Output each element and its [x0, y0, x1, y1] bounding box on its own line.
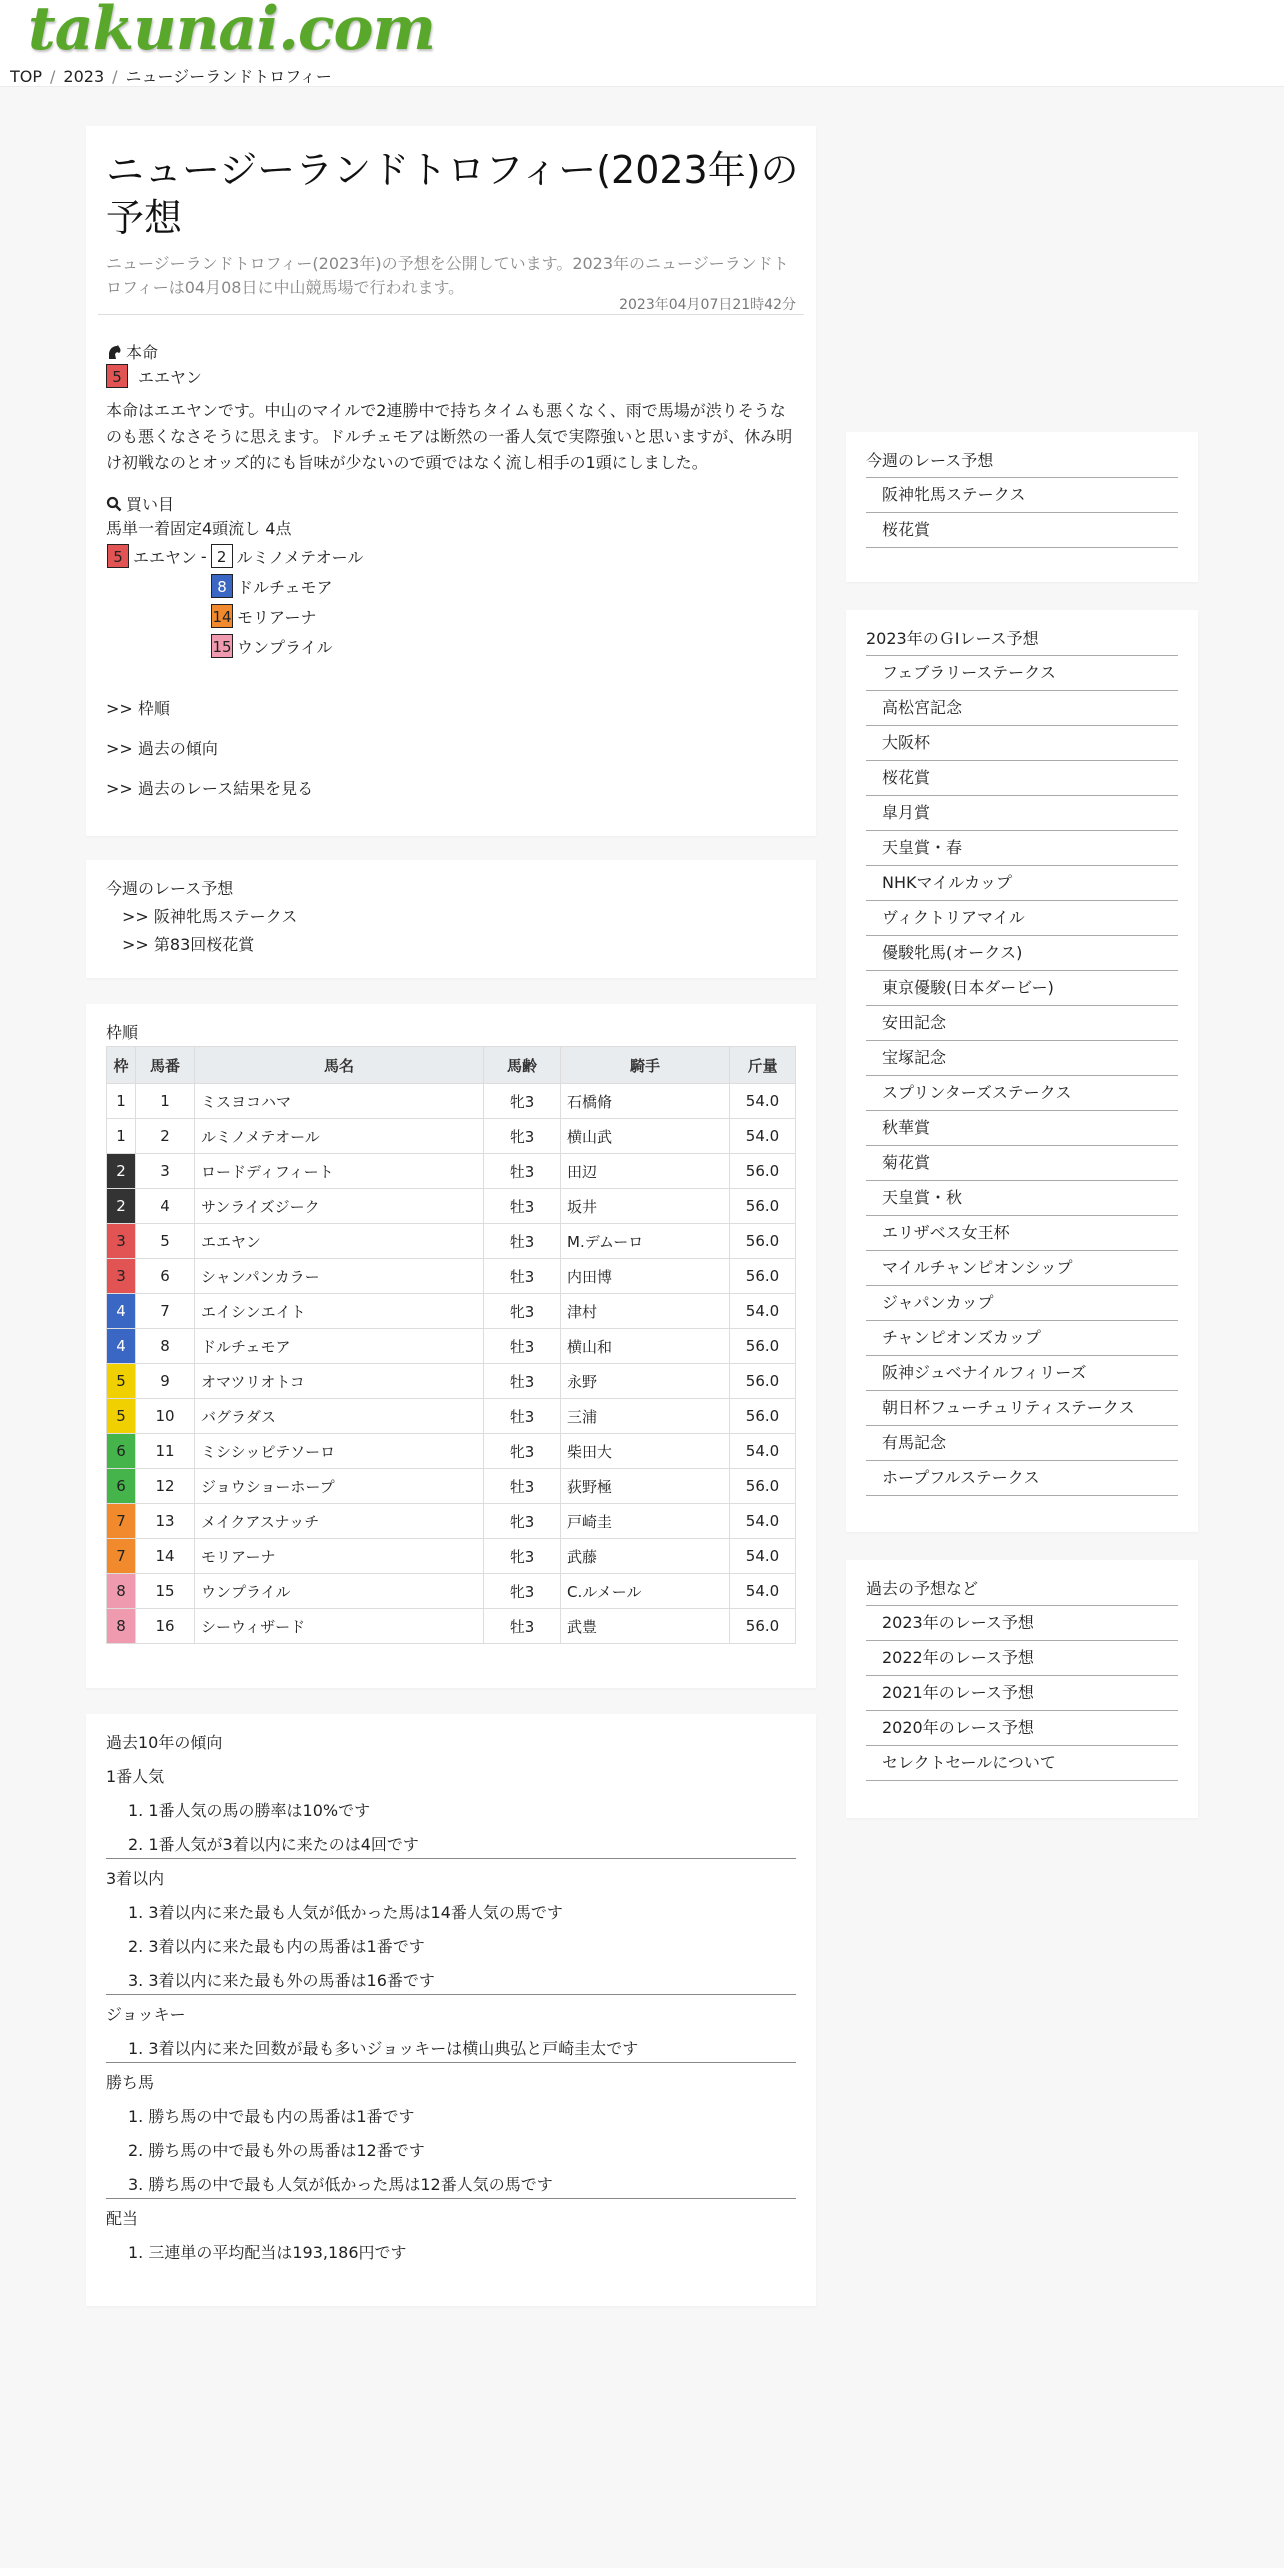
- table-row: [107, 1119, 796, 1154]
- cell-age: 牡3: [484, 1259, 561, 1294]
- cell-horse-name: ジョウショーホープ: [195, 1469, 484, 1504]
- cell-waku: 2: [107, 1154, 136, 1189]
- waku-badge: 2: [211, 544, 233, 568]
- cell-jockey: 三浦: [561, 1399, 730, 1434]
- cell-waku: 5: [107, 1399, 136, 1434]
- sidebar-item[interactable]: 天皇賞・秋: [866, 1181, 1178, 1216]
- cell-age: 牝3: [484, 1504, 561, 1539]
- sidebar-item[interactable]: NHKマイルカップ: [866, 866, 1178, 901]
- cell-age: 牡3: [484, 1399, 561, 1434]
- trend-category: 1番人気: [106, 1767, 165, 1786]
- sidebar-item[interactable]: 2023年のレース予想: [866, 1606, 1178, 1641]
- col-umaban: 馬番: [136, 1047, 195, 1084]
- sidebar-item[interactable]: 菊花賞: [866, 1146, 1178, 1181]
- bet-type: 馬単一着固定4頭流し 4点: [106, 519, 292, 538]
- waku-badge: 14: [211, 604, 233, 628]
- sidebar-item[interactable]: 有馬記念: [866, 1426, 1178, 1461]
- bet-partner-name: ウンプライル: [237, 637, 333, 657]
- sidebar-item[interactable]: セレクトセールについて: [866, 1746, 1178, 1781]
- table-row: [107, 1539, 796, 1574]
- cell-waku: 3: [107, 1224, 136, 1259]
- col-age: 馬齢: [484, 1047, 561, 1084]
- sidebar-past-list: [866, 1606, 1178, 1781]
- sidebar-item[interactable]: 桜花賞: [866, 761, 1178, 796]
- sidebar-item[interactable]: スプリンターズステークス: [866, 1076, 1178, 1111]
- cell-age: 牝3: [484, 1539, 561, 1574]
- kaime-heading: [106, 492, 174, 515]
- trend-item: 1. 三連単の平均配当は193,186円です: [128, 2243, 407, 2262]
- sidebar-weekly-title: 今週のレース予想: [866, 448, 1178, 478]
- cell-umaban: 4: [136, 1189, 195, 1224]
- site-header: [0, 0, 1284, 87]
- cell-weight: 56.0: [730, 1259, 796, 1294]
- sidebar-item[interactable]: 高松宮記念: [866, 691, 1178, 726]
- sidebar-g1-card: [846, 610, 1198, 1532]
- sidebar-item[interactable]: 2022年のレース予想: [866, 1641, 1178, 1676]
- trend-item: 2. 1番人気が3着以内に来たのは4回です: [128, 1835, 419, 1854]
- trend-item: 1. 3着以内に来た最も人気が低かった馬は14番人気の馬です: [128, 1903, 563, 1922]
- cell-waku: 6: [107, 1469, 136, 1504]
- sidebar-item[interactable]: 秋華賞: [866, 1111, 1178, 1146]
- cell-age: 牝3: [484, 1294, 561, 1329]
- cell-age: 牝3: [484, 1084, 561, 1119]
- breadcrumb: TOP / 2023 / ニュージーランドトロフィー: [10, 67, 332, 86]
- cell-age: 牝3: [484, 1574, 561, 1609]
- table-row: [107, 1084, 796, 1119]
- cell-umaban: 2: [136, 1119, 195, 1154]
- table-row: [107, 1224, 796, 1259]
- cell-umaban: 16: [136, 1609, 195, 1644]
- cell-waku: 8: [107, 1609, 136, 1644]
- cell-horse-name: エエヤン: [195, 1224, 484, 1259]
- table-row: [107, 1434, 796, 1469]
- weekly-link[interactable]: >> 第83回桜花賞: [122, 935, 255, 954]
- cell-waku: 3: [107, 1259, 136, 1294]
- divider: [106, 1858, 796, 1859]
- sidebar-weekly-card: [846, 432, 1198, 582]
- cell-umaban: 5: [136, 1224, 195, 1259]
- cell-horse-name: メイクアスナッチ: [195, 1504, 484, 1539]
- trend-item: 1. 3着以内に来た回数が最も多いジョッキーは横山典弘と戸崎圭太です: [128, 2039, 639, 2058]
- cell-waku: 1: [107, 1119, 136, 1154]
- prediction-card: [86, 126, 816, 836]
- cell-horse-name: ウンプライル: [195, 1574, 484, 1609]
- cell-horse-name: エイシンエイト: [195, 1294, 484, 1329]
- cell-weight: 56.0: [730, 1364, 796, 1399]
- honmei-label: 本命: [126, 343, 159, 362]
- breadcrumb-current: ニュージーランドトロフィー: [125, 67, 332, 86]
- entries-body: [107, 1084, 796, 1644]
- link-trends[interactable]: >> 過去の傾向: [106, 739, 218, 758]
- cell-waku: 5: [107, 1364, 136, 1399]
- cell-umaban: 6: [136, 1259, 195, 1294]
- cell-weight: 54.0: [730, 1119, 796, 1154]
- site-logo[interactable]: takunai.com: [28, 0, 436, 64]
- cell-waku: 2: [107, 1189, 136, 1224]
- sidebar-past-card: [846, 1560, 1198, 1818]
- trend-category: 勝ち馬: [106, 2073, 155, 2092]
- weekly-title: 今週のレース予想: [106, 879, 234, 898]
- cell-horse-name: シーウィザード: [195, 1609, 484, 1644]
- waku-badge: 15: [211, 634, 233, 658]
- table-row: [107, 1364, 796, 1399]
- cell-umaban: 13: [136, 1504, 195, 1539]
- table-row: [107, 1189, 796, 1224]
- cell-waku: 7: [107, 1539, 136, 1574]
- bet-partner-name: モリアーナ: [237, 607, 317, 627]
- cell-waku: 4: [107, 1294, 136, 1329]
- cell-umaban: 15: [136, 1574, 195, 1609]
- cell-age: 牡3: [484, 1224, 561, 1259]
- trend-item: 3. 勝ち馬の中で最も人気が低かった馬は12番人気の馬です: [128, 2175, 553, 2194]
- col-waku: 枠: [107, 1047, 136, 1084]
- table-row: [107, 1399, 796, 1434]
- trend-item: 3. 3着以内に来た最も外の馬番は16番です: [128, 1971, 435, 1990]
- divider: [98, 314, 804, 315]
- entries-card: [86, 1004, 816, 1688]
- cell-jockey: 横山武: [561, 1119, 730, 1154]
- bet-partner-name: ルミノメテオール: [236, 547, 364, 567]
- divider: [106, 2062, 796, 2063]
- weekly-races-card: [86, 860, 816, 978]
- link-past-results[interactable]: >> 過去のレース結果を見る: [106, 779, 314, 798]
- cell-weight: 56.0: [730, 1399, 796, 1434]
- waku-badge: 5: [106, 364, 128, 388]
- article-lead: ニュージーランドトロフィー(2023年)の予想を公開しています。2023年のニュージーランドトロフィーは04月08日に中山競馬場で行われます。: [106, 254, 789, 297]
- trend-item: 1. 勝ち馬の中で最も内の馬番は1番です: [128, 2107, 415, 2126]
- sidebar-item[interactable]: マイルチャンピオンシップ: [866, 1251, 1178, 1286]
- cell-horse-name: ルミノメテオール: [195, 1119, 484, 1154]
- kaime-label: 買い目: [126, 495, 175, 514]
- table-row: [107, 1329, 796, 1364]
- cell-horse-name: バグラダス: [195, 1399, 484, 1434]
- cell-jockey: C.ルメール: [561, 1574, 730, 1609]
- sidebar-g1-title: 2023年のＧⅠレース予想: [866, 626, 1178, 656]
- sidebar-item[interactable]: 朝日杯フューチュリティステークス: [866, 1391, 1178, 1426]
- cell-horse-name: サンライズジーク: [195, 1189, 484, 1224]
- sidebar-item[interactable]: エリザベス女王杯: [866, 1216, 1178, 1251]
- sidebar-item[interactable]: 優駿牝馬(オークス): [866, 936, 1178, 971]
- honmei-heading: [106, 340, 158, 363]
- bet-partner-row: [211, 574, 333, 598]
- search-icon: [106, 496, 122, 512]
- sidebar-item[interactable]: ホープフルステークス: [866, 1461, 1178, 1496]
- cell-jockey: 坂井: [561, 1189, 730, 1224]
- cell-age: 牡3: [484, 1469, 561, 1504]
- table-row: [107, 1469, 796, 1504]
- waku-badge: 8: [211, 574, 233, 598]
- cell-weight: 54.0: [730, 1434, 796, 1469]
- cell-jockey: 荻野極: [561, 1469, 730, 1504]
- cell-age: 牡3: [484, 1329, 561, 1364]
- cell-umaban: 7: [136, 1294, 195, 1329]
- cell-weight: 56.0: [730, 1609, 796, 1644]
- horse-icon: [106, 344, 122, 360]
- cell-weight: 56.0: [730, 1189, 796, 1224]
- trend-item: 2. 3着以内に来た最も内の馬番は1番です: [128, 1937, 425, 1956]
- cell-jockey: 戸崎圭: [561, 1504, 730, 1539]
- breadcrumb-top[interactable]: TOP: [10, 67, 43, 86]
- cell-weight: 56.0: [730, 1469, 796, 1504]
- cell-jockey: 内田博: [561, 1259, 730, 1294]
- cell-waku: 4: [107, 1329, 136, 1364]
- col-jockey: 騎手: [561, 1047, 730, 1084]
- weekly-link[interactable]: >> 阪神牝馬ステークス: [122, 907, 298, 926]
- cell-waku: 8: [107, 1574, 136, 1609]
- trend-category: 3着以内: [106, 1869, 165, 1888]
- prediction-comment: 本命はエエヤンです。中山のマイルで2連勝中で持ちタイムも悪くなく、雨で馬場が渋りそうなのも悪くなさそうに思えます。ドルチェモアは断然の一番人気で実際強いと思いますが、休み明け初戦なのとオッズ的にも旨味が少ないので頭ではなく流し相手の1頭にしました。: [106, 401, 793, 472]
- honmei-name: エエヤン: [138, 367, 202, 387]
- table-row: [107, 1259, 796, 1294]
- cell-umaban: 1: [136, 1084, 195, 1119]
- cell-umaban: 8: [136, 1329, 195, 1364]
- cell-weight: 56.0: [730, 1224, 796, 1259]
- entries-table: [106, 1046, 796, 1644]
- cell-age: 牡3: [484, 1609, 561, 1644]
- sidebar-item[interactable]: 皐月賞: [866, 796, 1178, 831]
- sidebar-item[interactable]: 安田記念: [866, 1006, 1178, 1041]
- sidebar-item[interactable]: 天皇賞・春: [866, 831, 1178, 866]
- cell-age: 牝3: [484, 1434, 561, 1469]
- bet-axis-name: エエヤン: [133, 547, 197, 567]
- article-date: 2023年04月07日21時42分: [619, 297, 796, 313]
- cell-jockey: M.デムーロ: [561, 1224, 730, 1259]
- breadcrumb-year[interactable]: 2023: [63, 67, 105, 86]
- cell-weight: 54.0: [730, 1539, 796, 1574]
- table-row: [107, 1609, 796, 1644]
- cell-umaban: 9: [136, 1364, 195, 1399]
- table-row: [107, 1294, 796, 1329]
- cell-jockey: 横山和: [561, 1329, 730, 1364]
- sidebar-weekly-list: [866, 478, 1178, 548]
- sidebar-item[interactable]: ヴィクトリアマイル: [866, 901, 1178, 936]
- cell-jockey: 永野: [561, 1364, 730, 1399]
- bet-partner-row: [211, 634, 333, 658]
- sidebar-item[interactable]: ジャパンカップ: [866, 1286, 1178, 1321]
- cell-umaban: 10: [136, 1399, 195, 1434]
- cell-jockey: 石橋脩: [561, 1084, 730, 1119]
- sidebar-g1-list: [866, 656, 1178, 1496]
- trends-card: [86, 1714, 816, 2306]
- entries-title: 枠順: [106, 1023, 139, 1042]
- cell-waku: 7: [107, 1504, 136, 1539]
- cell-horse-name: ドルチェモア: [195, 1329, 484, 1364]
- table-row: [107, 1574, 796, 1609]
- sidebar-item[interactable]: 宝塚記念: [866, 1041, 1178, 1076]
- trend-item: 2. 勝ち馬の中で最も外の馬番は12番です: [128, 2141, 425, 2160]
- divider: [106, 2198, 796, 2199]
- cell-horse-name: モリアーナ: [195, 1539, 484, 1574]
- cell-weight: 56.0: [730, 1329, 796, 1364]
- sidebar-item[interactable]: チャンピオンズカップ: [866, 1321, 1178, 1356]
- cell-umaban: 11: [136, 1434, 195, 1469]
- sidebar-item[interactable]: フェブラリーステークス: [866, 656, 1178, 691]
- cell-horse-name: ミシシッピテソーロ: [195, 1434, 484, 1469]
- sidebar-item[interactable]: 桜花賞: [866, 513, 1178, 548]
- honmei-horse: [106, 364, 202, 388]
- cell-jockey: 武豊: [561, 1609, 730, 1644]
- trend-item: 1. 1番人気の馬の勝率は10%です: [128, 1801, 371, 1820]
- bet-axis-row: [107, 544, 363, 568]
- cell-umaban: 12: [136, 1469, 195, 1504]
- link-entries[interactable]: >> 枠順: [106, 699, 170, 718]
- cell-weight: 54.0: [730, 1574, 796, 1609]
- sidebar-item[interactable]: 阪神ジュベナイルフィリーズ: [866, 1356, 1178, 1391]
- sidebar-item[interactable]: 大阪杯: [866, 726, 1178, 761]
- sidebar-item[interactable]: 東京優駿(日本ダービー): [866, 971, 1178, 1006]
- col-weight: 斤量: [730, 1047, 796, 1084]
- cell-umaban: 3: [136, 1154, 195, 1189]
- table-row: [107, 1504, 796, 1539]
- cell-weight: 56.0: [730, 1154, 796, 1189]
- bet-partner-name: ドルチェモア: [237, 577, 333, 597]
- cell-jockey: 津村: [561, 1294, 730, 1329]
- col-horse-name: 馬名: [195, 1047, 484, 1084]
- table-header-row: [107, 1047, 796, 1084]
- bet-separator: -: [200, 546, 207, 566]
- trend-category: 配当: [106, 2209, 139, 2228]
- cell-age: 牝3: [484, 1119, 561, 1154]
- cell-waku: 6: [107, 1434, 136, 1469]
- sidebar-item[interactable]: 2021年のレース予想: [866, 1676, 1178, 1711]
- trend-category: ジョッキー: [106, 2005, 186, 2024]
- cell-horse-name: シャンパンカラー: [195, 1259, 484, 1294]
- cell-age: 牡3: [484, 1154, 561, 1189]
- cell-age: 牡3: [484, 1189, 561, 1224]
- page-title: ニュージーランドトロフィー(2023年)の予想: [106, 148, 799, 240]
- cell-jockey: 武藤: [561, 1539, 730, 1574]
- cell-umaban: 14: [136, 1539, 195, 1574]
- table-row: [107, 1154, 796, 1189]
- sidebar-item[interactable]: 阪神牝馬ステークス: [866, 478, 1178, 513]
- cell-age: 牡3: [484, 1364, 561, 1399]
- sidebar-past-title: 過去の予想など: [866, 1576, 1178, 1606]
- cell-jockey: 田辺: [561, 1154, 730, 1189]
- trends-title: 過去10年の傾向: [106, 1733, 223, 1752]
- cell-weight: 54.0: [730, 1084, 796, 1119]
- cell-horse-name: ロードディフィート: [195, 1154, 484, 1189]
- waku-badge: 5: [107, 544, 129, 568]
- divider: [106, 1994, 796, 1995]
- cell-jockey: 柴田大: [561, 1434, 730, 1469]
- cell-horse-name: オマツリオトコ: [195, 1364, 484, 1399]
- bet-partner-row: [211, 604, 317, 628]
- cell-waku: 1: [107, 1084, 136, 1119]
- cell-weight: 54.0: [730, 1294, 796, 1329]
- cell-weight: 54.0: [730, 1504, 796, 1539]
- cell-horse-name: ミスヨコハマ: [195, 1084, 484, 1119]
- sidebar-item[interactable]: 2020年のレース予想: [866, 1711, 1178, 1746]
